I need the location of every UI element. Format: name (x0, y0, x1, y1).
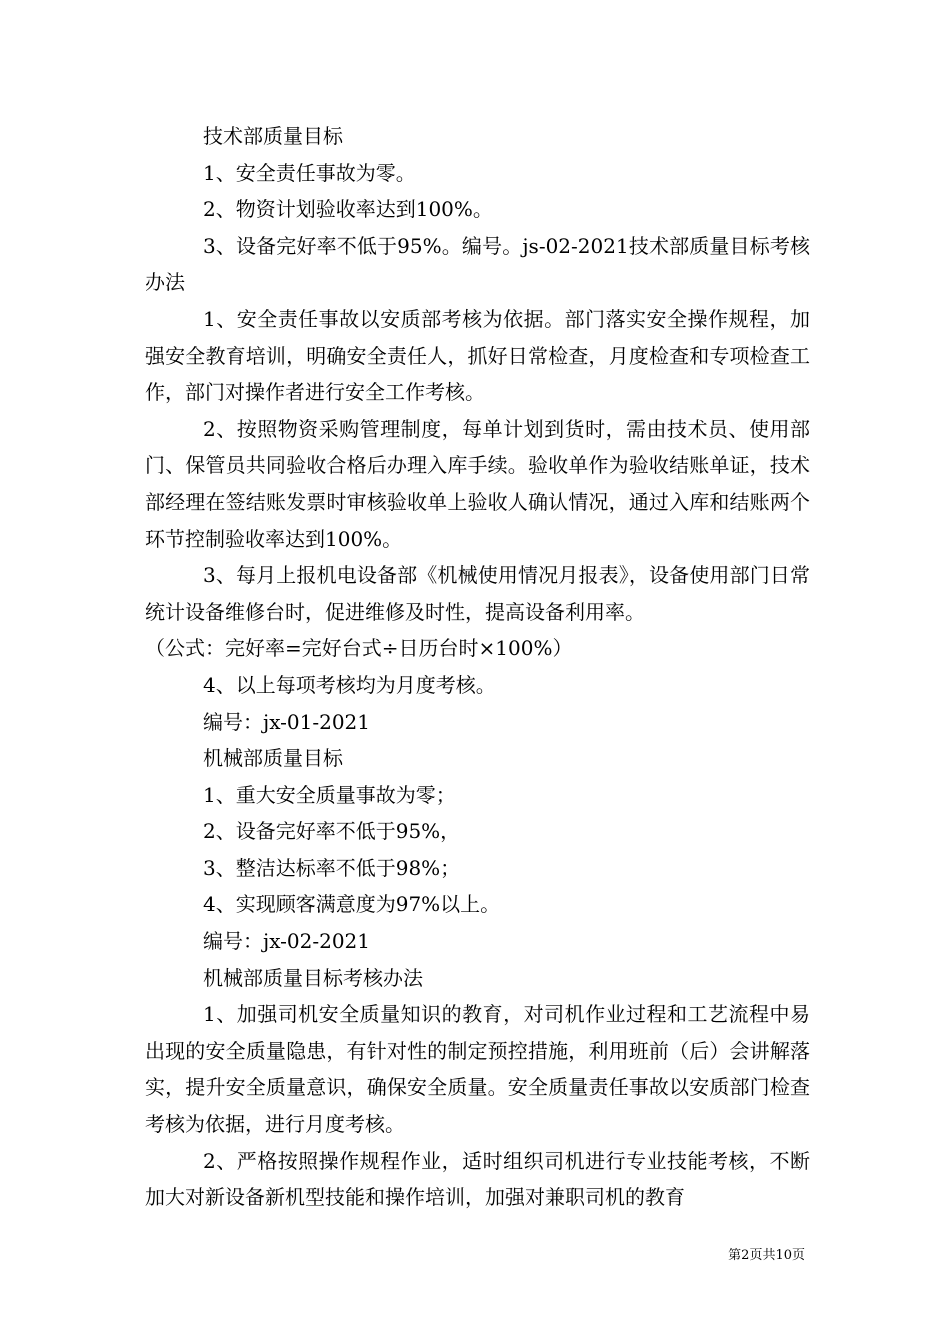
tech-assessment-2: 2、按照物资采购管理制度，每单计划到货时，需由技术员、使用部门、保管员共同验收合格后办理入库手续。验收单作为验收结账单证，技术部经理在签结账发票时审核验收单上验收人确认情况，通过入库和结账两个环节控制验收率达到100%。 (145, 416, 810, 551)
tech-assessment-3: 3、每月上报机电设备部《机械使用情况月报表》，设备使用部门日常统计设备维修台时，促进维修及时性，提高设备利用率。 (145, 563, 810, 624)
section-title-mech-assessment: 机械部质量目标考核办法 (203, 965, 423, 990)
mech-assessment-2: 2、严格按照操作规程作业，适时组织司机进行专业技能考核，不断加大对新设备新机型技能和操作培训，加强对兼职司机的教育 (145, 1148, 810, 1210)
tech-goal-2: 2、物资计划验收率达到100%。 (203, 197, 493, 222)
tech-goal-1: 1、安全责任事故为零。 (203, 160, 416, 185)
tech-assessment-4: 4、以上每项考核均为月度考核。 (203, 672, 496, 697)
mech-assessment-1: 1、加强司机安全质量知识的教育，对司机作业过程和工艺流程中易出现的安全质量隐患，有针对性的制定预控措施，利用班前（后）会讲解落实，提升安全质量意识，确保安全质量。安全质量责任事故以安质部门检查考核为依据，进行月度考核。 (145, 1002, 810, 1137)
section-title-mech-quality-goals: 机械部质量目标 (203, 746, 343, 771)
mech-goal-1: 1、重大安全质量事故为零； (203, 782, 456, 807)
formula-note: （公式：完好率=完好台式÷日历台时×100%） (145, 636, 573, 661)
section-title-tech-quality-goals: 技术部质量目标 (203, 124, 343, 148)
mech-goal-3: 3、整洁达标率不低于98%； (203, 855, 461, 880)
page-number: 第2页共10页 (728, 1248, 805, 1263)
mech-goal-4: 4、实现顾客满意度为97%以上。 (203, 892, 501, 917)
doc-number-jx-02: 编号：jx-02-2021 (203, 929, 370, 954)
mech-goal-2: 2、设备完好率不低于95%， (203, 819, 461, 844)
document-body (145, 118, 810, 1216)
tech-goal-3: 3、设备完好率不低于95%。编号。js-02-2021技术部质量目标考核办法 (145, 233, 810, 295)
tech-assessment-1: 1、安全责任事故以安质部考核为依据。部门落实安全操作规程，加强安全教育培训，明确安全责任人，抓好日常检查，月度检查和专项检查工作，部门对操作者进行安全工作考核。 (145, 306, 810, 405)
page-footer (728, 1247, 805, 1265)
doc-number-jx-01: 编号：jx-01-2021 (203, 709, 370, 734)
